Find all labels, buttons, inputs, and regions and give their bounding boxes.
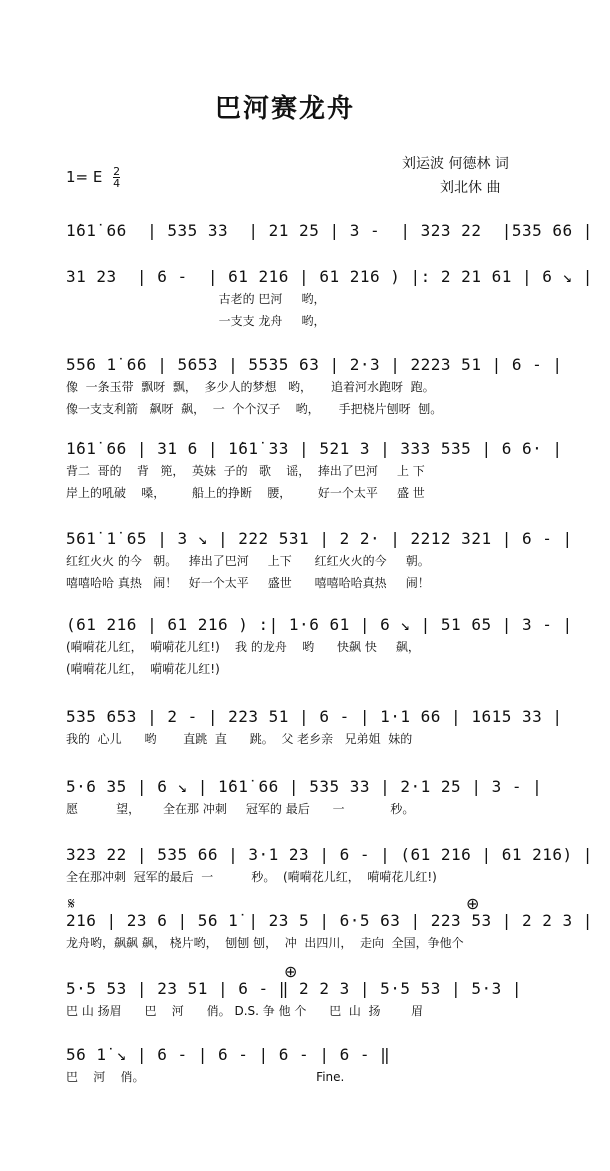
score-line	[66, 220, 593, 242]
lyric-line: 龙舟哟，飙飙 飙， 桡片哟， 刨刨 刨， 冲 出四川， 走向 全国，争他个	[66, 936, 464, 950]
notation-line: 31 23 | 6 - | 61 216 | 61 216 ) |: 2 21 61 | 6 ↘ |	[66, 267, 593, 286]
lyric-line: 巴 山 扬眉 巴 河 俏。 D.S. 争 他 个 巴 山 扬 眉	[66, 1004, 424, 1018]
lyric-line: 岸上的吼破 嗓， 船上的挣断 腰， 好一个太平 盛 世	[66, 486, 425, 500]
lyric-line: 红红火火 的今 朝。 捧出了巴河 上下 红红火火的今 朝。	[66, 554, 430, 568]
notation-line: 535 653 | 2 - | 223 51 | 6 - | 1·1 66 | 1615 33 |	[66, 707, 563, 726]
notation-line: 56 1̇ ↘ | 6 - | 6 - | 6 - | 6 - ‖	[66, 1045, 391, 1064]
coda-sign: ⊕	[466, 894, 480, 913]
lyric-line: 愿 望， 全在那 冲刺 冠军的 最后 一 秒。	[66, 802, 415, 816]
score-line	[66, 844, 593, 888]
time-numerator: 2	[113, 165, 121, 178]
score-line	[66, 614, 573, 680]
notation-line: (61 216 | 61 216 ) :| 1·6 61 | 6 ↘ | 51 65 | 3 - |	[66, 615, 573, 634]
lyric-line: (嗬嗬花儿红， 嗬嗬花儿红!) 我 的龙舟 哟 快飙 快 飙，	[66, 640, 420, 654]
credits	[402, 152, 509, 200]
notation-line: 561̇ 1̇ 65 | 3 ↘ | 222 531 | 2 2· | 2212 321 | 6 - |	[66, 529, 573, 548]
lyric-line: 古老的 巴河 哟，	[66, 292, 326, 306]
time-denominator: 4	[113, 177, 121, 190]
lyricists: 刘运波 何德林 词	[402, 156, 509, 172]
lyric-line: 嘻嘻哈哈 真热 闹！ 好一个太平 盛世 嘻嘻哈哈真热 闹！	[66, 576, 430, 590]
segno-sign: 𝄋	[68, 894, 75, 913]
lyric-line: 我的 心儿 哟 直跳 直 跳。 父 老乡亲 兄弟姐 妹的	[66, 732, 413, 746]
score-line	[66, 1044, 544, 1088]
notation-line: 556 1̇ 66 | 5653 | 5535 63 | 2·3 | 2223 51 | 6 - |	[66, 355, 563, 374]
notation-line: 216 | 23 6 | 56 1̇ | 23 5 | 6·5 63 | 223 53 | 2 2 3 |	[66, 911, 593, 930]
notation-line: 5·5 53 | 23 51 | 6 - ‖ 2 2 3 | 5·5 53 | 5·3 |	[66, 979, 522, 998]
score-line	[66, 706, 563, 750]
page-title: 巴河赛龙舟	[214, 94, 355, 124]
score-line	[66, 354, 563, 420]
lyric-line: (嗬嗬花儿红， 嗬嗬花儿红!)	[66, 662, 220, 676]
score-line	[66, 266, 593, 332]
composer: 刘北休 曲	[440, 180, 501, 196]
notation-line: 323 22 | 535 66 | 3·1 23 | 6 - | (61 216 | 61 216) |	[66, 845, 593, 864]
score-line	[66, 528, 573, 594]
lyric-line: 背二 哥的 背 篼， 英妹 子的 歌 谣， 捧出了巴河 上 下	[66, 464, 425, 478]
score-line	[66, 978, 544, 1022]
lyric-line: 像一支支利箭 飙呀 飙， 一 个个汉子 哟， 手把桡片刨呀 刨。	[66, 402, 443, 416]
lyric-line: 一支支 龙舟 哟，	[66, 314, 326, 328]
score-line	[66, 776, 544, 820]
lyric-line: 全在那冲刺 冠军的最后 一 秒。 (嗬嗬花儿红， 嗬嗬花儿红!)	[66, 870, 437, 884]
key-signature	[66, 166, 120, 189]
notation-line: 1̇61̇ 66 | 535 33 | 21 25 | 3 - | 323 22 |535 66 |	[66, 221, 593, 240]
score-line	[66, 438, 563, 504]
coda-sign-2: ⊕	[284, 962, 298, 981]
key-tonic: 1= E	[66, 168, 103, 186]
notation-line: 5·6 35 | 6 ↘ | 1̇61̇ 66 | 535 33 | 2·1 25 | 3 - |	[66, 777, 543, 796]
notation-line: 1̇61̇ 66 | 31 6 | 1̇61̇ 33 | 521 3 | 333 535 | 6 6· |	[66, 439, 563, 458]
score-line	[66, 910, 593, 954]
lyric-line: 巴 河 俏。 Fine.	[66, 1070, 345, 1084]
time-signature	[113, 166, 120, 189]
lyric-line: 像 一条玉带 飘呀 飘， 多少人的梦想 哟， 追着河水跑呀 跑。	[66, 380, 435, 394]
